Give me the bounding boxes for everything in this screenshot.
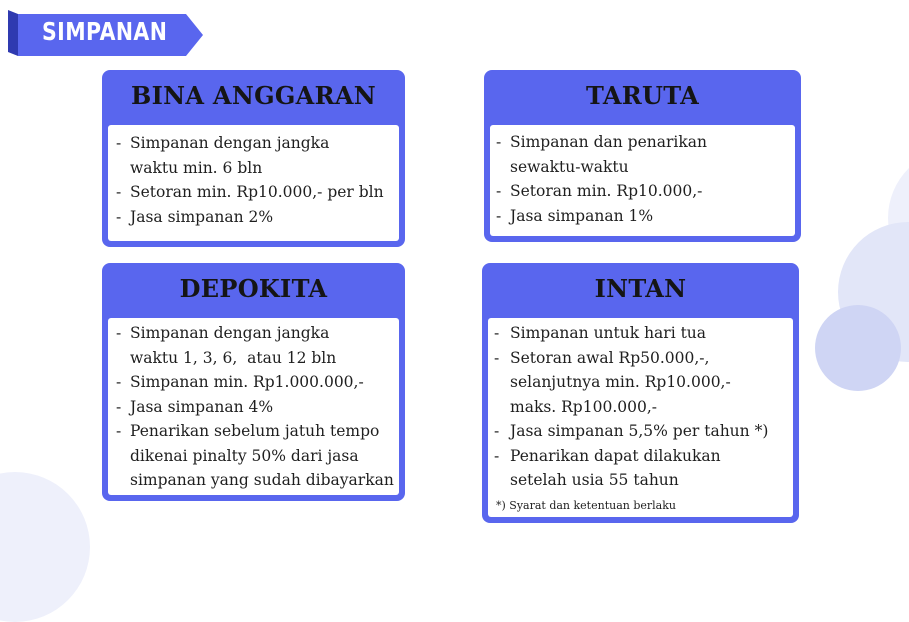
list-item-text: Simpanan untuk hari tua: [510, 324, 707, 342]
card-depokita: [102, 263, 405, 501]
list-item-text: Jasa simpanan 5,5% per tahun *): [510, 422, 769, 440]
bullet-dash: -: [116, 134, 122, 152]
card-bina-anggaran: [102, 70, 405, 247]
list-item-text: Jasa simpanan 1%: [510, 206, 654, 225]
list-item: [494, 370, 793, 395]
list-item: [496, 204, 795, 229]
list-item-text: Setoran awal Rp50.000,-,: [510, 348, 710, 367]
list-item-text: Setoran min. Rp10.000,- per bln: [130, 183, 384, 201]
list-item: [116, 370, 399, 395]
card-body: [490, 125, 795, 236]
card-body: [488, 318, 793, 517]
list-item: [116, 444, 399, 469]
list-item: [496, 155, 795, 180]
list-item-text: waktu 1, 3, 6, atau 12 bln: [130, 348, 337, 367]
card-title: DEPOKITA: [179, 273, 328, 303]
list-item-text: waktu min. 6 bln: [130, 158, 263, 177]
list-item-text: simpanan yang sudah dibayarkan: [130, 471, 394, 489]
list-item-text: Penarikan sebelum jatuh tempo: [130, 422, 380, 440]
page-title: SIMPANAN: [42, 17, 168, 46]
bullet-dash: -: [116, 422, 122, 440]
list-item-text: dikenai pinalty 50% dari jasa: [130, 446, 359, 465]
list-item: [116, 156, 399, 181]
card-body: [108, 318, 399, 495]
list-item-text: Jasa simpanan 4%: [130, 397, 274, 416]
card-title: BINA ANGGARAN: [130, 80, 376, 110]
list-item: [116, 131, 399, 156]
bullet-dash: -: [116, 397, 122, 416]
list-item: [496, 130, 795, 155]
card-body: [108, 125, 399, 241]
list-item-text: Simpanan dan penarikan: [510, 133, 707, 151]
bullet-dash: -: [494, 324, 500, 342]
card-taruta: [484, 70, 801, 242]
bullet-dash: -: [116, 183, 122, 201]
card-title: INTAN: [594, 273, 687, 303]
decorative-circle: [0, 472, 90, 622]
footnote: *) Syarat dan ketentuan berlaku: [496, 499, 676, 512]
bullet-dash: -: [496, 133, 502, 151]
list-item-text: sewaktu-waktu: [510, 157, 629, 176]
list-item: [116, 419, 399, 444]
feature-list: [116, 321, 399, 493]
list-item-text: Setoran min. Rp10.000,-: [510, 182, 703, 200]
bullet-dash: -: [496, 182, 502, 200]
list-item: [116, 346, 399, 371]
list-item: [494, 444, 793, 469]
bullet-dash: -: [496, 206, 502, 225]
list-item-text: Simpanan dengan jangka: [130, 134, 330, 152]
decorative-circle: [815, 305, 901, 391]
card-intan: [482, 263, 799, 523]
list-item-text: setelah usia 55 tahun: [510, 471, 679, 489]
list-item-text: maks. Rp100.000,-: [510, 397, 657, 416]
list-item-text: Simpanan min. Rp1.000.000,-: [130, 373, 364, 391]
bullet-dash: -: [116, 324, 122, 342]
list-item-text: Simpanan dengan jangka: [130, 324, 330, 342]
list-item: [494, 395, 793, 420]
feature-list: [116, 131, 399, 229]
feature-list: [496, 130, 795, 228]
card-title: TARUTA: [585, 80, 699, 110]
header-ribbon: [8, 8, 203, 54]
bullet-dash: -: [494, 446, 500, 465]
list-item: [116, 180, 399, 205]
list-item-text: selanjutnya min. Rp10.000,-: [510, 373, 731, 391]
list-item: [116, 205, 399, 230]
list-item: [116, 395, 399, 420]
list-item: [116, 321, 399, 346]
list-item-text: Jasa simpanan 2%: [130, 207, 274, 226]
list-item: [494, 468, 793, 493]
list-item-text: Penarikan dapat dilakukan: [510, 446, 721, 465]
bullet-dash: -: [116, 207, 122, 226]
list-item: [496, 179, 795, 204]
list-item: [494, 419, 793, 444]
bullet-dash: -: [116, 373, 122, 391]
bullet-dash: -: [494, 422, 500, 440]
feature-list: [494, 321, 793, 493]
list-item: [494, 346, 793, 371]
bullet-dash: -: [494, 348, 500, 367]
list-item: [116, 468, 399, 493]
list-item: [494, 321, 793, 346]
